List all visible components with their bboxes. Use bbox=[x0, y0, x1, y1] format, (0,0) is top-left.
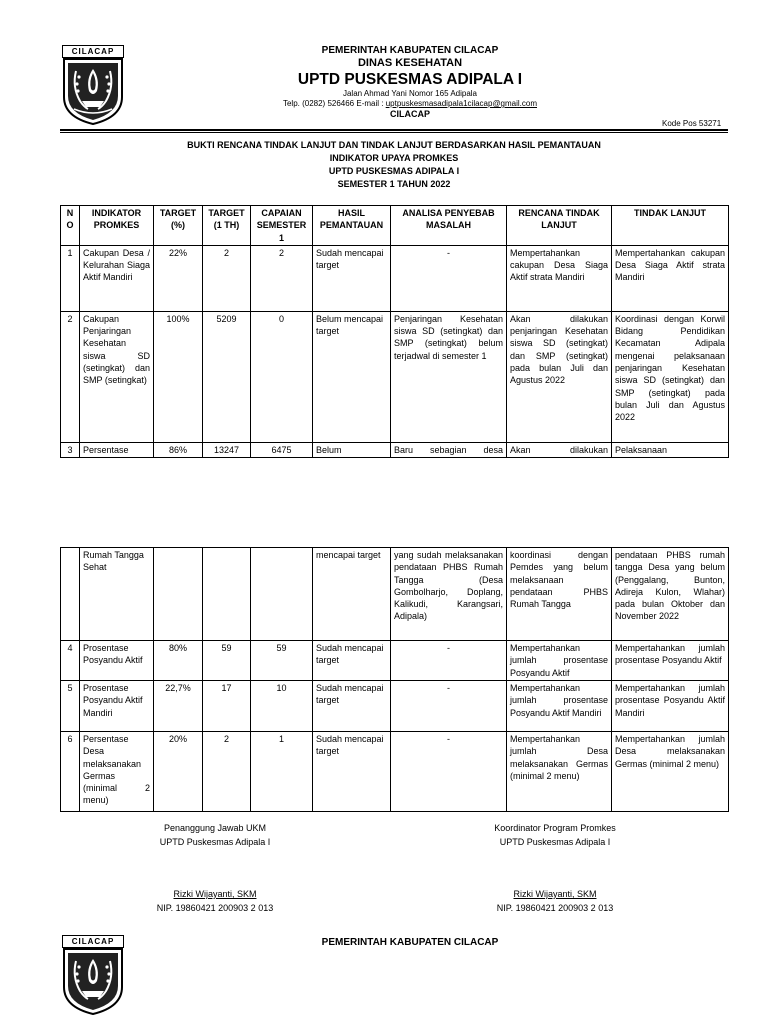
cilacap-logo bbox=[62, 45, 124, 125]
cell-rencana: Akan dilakukan penjaringan Kesehatan siswa SD (setingkat) dan SMP (setingkat) pada bulan Juli dan Agustus 2022 bbox=[507, 311, 612, 442]
cell-rencana: Mempertahankan jumlah prosentase Posyandu Aktif Mandiri bbox=[507, 681, 612, 732]
letterhead-line1: PEMERINTAH KABUPATEN CILACAP bbox=[321, 45, 499, 56]
cell-target-th: 2 bbox=[203, 732, 251, 812]
document-title bbox=[60, 139, 728, 191]
cell-tindak: Mempertahankan cakupan Desa Siaga Aktif strata Mandiri bbox=[612, 245, 729, 311]
cell-tindak: pendataan PHBS rumah tangga Desa yang belum (Penggalang, Bunton, Adireja Kulon, Wlahar) pada bulan Oktober dan November 2022 bbox=[612, 548, 729, 641]
cell-indikator: Persentase Desa melaksanakan Germas (minimal 2 menu) bbox=[80, 732, 154, 812]
cell-target-pct: 22,7% bbox=[154, 681, 203, 732]
letterhead-line3: UPTD PUSKESMAS ADIPALA I bbox=[297, 71, 523, 88]
cell-target-th: 13247 bbox=[203, 442, 251, 457]
cell-target-th: 5209 bbox=[203, 311, 251, 442]
cell-no: 4 bbox=[61, 641, 80, 681]
cell-analisa: yang sudah melaksanakan pendataan PHBS Rumah Tangga (Desa Gombolharjo, Doplang, Kalikudi, Karangsari, Adipala) bbox=[391, 548, 507, 641]
monitoring-table-page1 bbox=[60, 205, 729, 458]
shield-emblem-icon bbox=[62, 947, 124, 1015]
cell-no: 6 bbox=[61, 732, 80, 812]
cell-capaian: 59 bbox=[251, 641, 313, 681]
cell-tindak: Pelaksanaan bbox=[612, 442, 729, 457]
cell-analisa: - bbox=[391, 732, 507, 812]
cell-no: 2 bbox=[61, 311, 80, 442]
cell-target-pct: 80% bbox=[154, 641, 203, 681]
table-row bbox=[61, 548, 729, 641]
cell-indikator: Persentase bbox=[80, 442, 154, 457]
cell-analisa: - bbox=[391, 245, 507, 311]
header-hasil: HASIL PEMANTAUAN bbox=[313, 206, 391, 246]
cell-analisa: - bbox=[391, 641, 507, 681]
contact-phone: Telp. (0282) 526466 E-mail : bbox=[282, 99, 386, 108]
cell-target-th: 2 bbox=[203, 245, 251, 311]
signature-left bbox=[120, 821, 310, 915]
cell-analisa: Penjaringan Kesehatan siswa SD (setingkat) dan SMP (setingkat) belum terjadwal di semester 1 bbox=[391, 311, 507, 442]
signature-right-role: Koordinator Program Promkes bbox=[494, 823, 616, 833]
header-capaian: CAPAIAN SEMESTER 1 bbox=[251, 206, 313, 246]
cell-tindak: Mempertahankan jumlah prosentase Posyandu Aktif bbox=[612, 641, 729, 681]
cell-target-th bbox=[203, 548, 251, 641]
signature-left-nip: NIP. 19860421 200903 2 013 bbox=[156, 903, 274, 913]
cell-analisa: Baru sebagian desa bbox=[391, 442, 507, 457]
table-row bbox=[61, 442, 729, 457]
monitoring-table-page2 bbox=[60, 547, 729, 812]
cell-target-th: 17 bbox=[203, 681, 251, 732]
cell-no bbox=[61, 548, 80, 641]
cell-capaian: 2 bbox=[251, 245, 313, 311]
cell-indikator: Prosentase Posyandu Aktif bbox=[80, 641, 154, 681]
letterhead-divider-thin bbox=[60, 132, 728, 133]
cell-hasil: Sudah mencapai target bbox=[313, 732, 391, 812]
header-analisa: ANALISA PENYEBAB MASALAH bbox=[391, 206, 507, 246]
cell-tindak: Mempertahankan jumlah prosentase Posyandu Aktif Mandiri bbox=[612, 681, 729, 732]
cell-target-th: 59 bbox=[203, 641, 251, 681]
letterhead-divider bbox=[60, 129, 728, 131]
postal-code: Kode Pos 53271 bbox=[662, 119, 722, 128]
letterhead-address: Jalan Ahmad Yani Nomor 165 Adipala bbox=[342, 89, 477, 98]
table-row bbox=[61, 732, 729, 812]
cell-capaian: 6475 bbox=[251, 442, 313, 457]
cell-no: 1 bbox=[61, 245, 80, 311]
cell-no: 3 bbox=[61, 442, 80, 457]
cell-indikator: Rumah Tangga Sehat bbox=[80, 548, 154, 641]
cell-hasil: Belum mencapai target bbox=[313, 311, 391, 442]
cell-tindak: Mempertahankan jumlah Desa melaksanakan Germas (minimal 2 menu) bbox=[612, 732, 729, 812]
title-line2: INDIKATOR UPAYA PROMKES bbox=[329, 153, 459, 163]
document-page-1 bbox=[0, 0, 768, 462]
cell-hasil: Belum bbox=[313, 442, 391, 457]
cell-tindak: Koordinasi dengan Korwil Bidang Pendidikan Kecamatan Adipala mengenai pelaksanaan penjaringan Kesehatan siswa SD (setingkat) dan SMP (setingkat) pada bulan Juli dan Agustus 2022 bbox=[612, 311, 729, 442]
logo-caption: CILACAP bbox=[62, 935, 124, 948]
signature-right-org: UPTD Puskesmas Adipala I bbox=[499, 837, 611, 847]
cell-rencana: Akan dilakukan bbox=[507, 442, 612, 457]
table-header-row bbox=[61, 206, 729, 246]
page2-letterhead-line1: PEMERINTAH KABUPATEN CILACAP bbox=[321, 937, 499, 948]
cell-analisa: - bbox=[391, 681, 507, 732]
signature-left-org: UPTD Puskesmas Adipala I bbox=[159, 837, 271, 847]
cell-target-pct bbox=[154, 548, 203, 641]
cell-capaian: 1 bbox=[251, 732, 313, 812]
cell-rencana: Mempertahankan jumlah prosentase Posyandu Aktif bbox=[507, 641, 612, 681]
cell-hasil: Sudah mencapai target bbox=[313, 245, 391, 311]
cell-no: 5 bbox=[61, 681, 80, 732]
title-line3: UPTD PUSKESMAS ADIPALA I bbox=[328, 166, 460, 176]
shield-emblem-icon bbox=[62, 57, 124, 125]
header-indikator: INDIKATOR PROMKES bbox=[80, 206, 154, 246]
cell-hasil: Sudah mencapai target bbox=[313, 681, 391, 732]
cell-capaian: 0 bbox=[251, 311, 313, 442]
signature-right bbox=[460, 821, 650, 915]
cell-target-pct: 20% bbox=[154, 732, 203, 812]
signature-left-role: Penanggung Jawab UKM bbox=[163, 823, 267, 833]
title-line1: BUKTI RENCANA TINDAK LANJUT DAN TINDAK LANJUT BERDASARKAN HASIL PEMANTAUAN bbox=[187, 140, 601, 150]
table-row bbox=[61, 681, 729, 732]
signature-right-nip: NIP. 19860421 200903 2 013 bbox=[496, 903, 614, 913]
signature-left-name: Rizki Wijayanti, SKM bbox=[173, 889, 257, 899]
letterhead-contact bbox=[250, 99, 570, 109]
page-break-gap bbox=[0, 462, 768, 535]
header-tindak: TINDAK LANJUT bbox=[612, 206, 729, 246]
cell-hasil: mencapai target bbox=[313, 548, 391, 641]
logo-caption: CILACAP bbox=[62, 45, 124, 58]
email-link[interactable]: uptpuskesmasadipala1cilacap@gmail.com bbox=[385, 99, 538, 108]
cell-hasil: Sudah mencapai target bbox=[313, 641, 391, 681]
cell-indikator: Cakupan Desa / Kelurahan Siaga Aktif Mandiri bbox=[80, 245, 154, 311]
cilacap-logo-page2 bbox=[62, 935, 124, 1015]
table-row bbox=[61, 641, 729, 681]
header-target-th: TARGET (1 TH) bbox=[203, 206, 251, 246]
cell-indikator: Prosentase Posyandu Aktif Mandiri bbox=[80, 681, 154, 732]
cell-target-pct: 22% bbox=[154, 245, 203, 311]
letterhead-city: CILACAP bbox=[390, 109, 430, 119]
table-row bbox=[61, 245, 729, 311]
header-no: N O bbox=[61, 206, 80, 246]
header-rencana: RENCANA TINDAK LANJUT bbox=[507, 206, 612, 246]
cell-capaian: 10 bbox=[251, 681, 313, 732]
cell-indikator: Cakupan Penjaringan Kesehatan siswa SD (setingkat) dan SMP (setingkat) bbox=[80, 311, 154, 442]
letterhead-line2: DINAS KESEHATAN bbox=[357, 57, 463, 69]
letterhead bbox=[250, 45, 570, 120]
signature-right-name: Rizki Wijayanti, SKM bbox=[513, 889, 597, 899]
cell-rencana: Mempertahankan cakupan Desa Siaga Aktif strata Mandiri bbox=[507, 245, 612, 311]
cell-capaian bbox=[251, 548, 313, 641]
cell-rencana: koordinasi dengan Pemdes yang belum melaksanaan pendataan PHBS Rumah Tangga bbox=[507, 548, 612, 641]
header-target-pct: TARGET (%) bbox=[154, 206, 203, 246]
cell-target-pct: 100% bbox=[154, 311, 203, 442]
table-row bbox=[61, 311, 729, 442]
cell-target-pct: 86% bbox=[154, 442, 203, 457]
cell-rencana: Mempertahankan jumlah Desa melaksanakan Germas (minimal 2 menu) bbox=[507, 732, 612, 812]
title-line4: SEMESTER 1 TAHUN 2022 bbox=[337, 179, 451, 189]
